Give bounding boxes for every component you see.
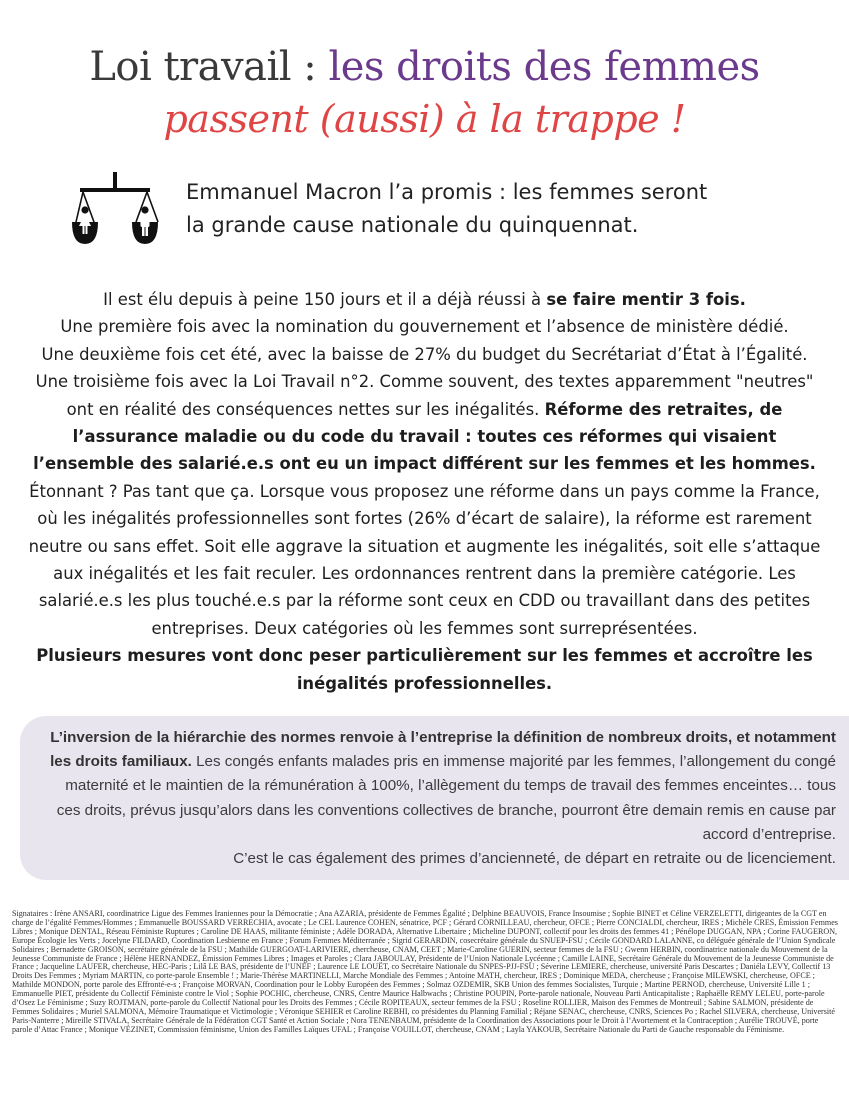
title-line-1: [0, 40, 849, 94]
body-paragraph-1: [22, 286, 827, 313]
signatories-list: Signataires : Irène ANSARI, coordinatrice Ligue des Femmes Iraniennes pour la Démocratie ; Ana AZARIA, présidente de Femmes Égalité ; Delphine BEAUVOIS, France Insoumise ; Sophie BINET et Céline VERZELETTI, dirigeantes de la CGT en charge de l’égalité Femmes/Hommes ; Emmanuelle BOUSSARD VERRECHIA, avocate ; Le CEL Laurence COHEN, sénatrice, PCF ; Gérard CORNILLEAU, chercheur, OFCE ; Pierre CONCIALDI, chercheur, IRES ; Michèle CRES, Émission Femmes Libres ; Monique DENTAL, Réseau Féministe Ruptures ; Caroline DE HAAS, militante féministe ; Adèle DORADA, Alternative Libertaire ; Micheline DUPONT, collectif pour les droits des femmes 41 ; Pénélope DUGGAN, NPA ; Corine FAUGERON, Europe Écologie les Verts ; Jocelyne FILDARD, Coordination Lesbienne en France ; Forum Femmes Méditerranée ; Sigrid GERARDIN, cosecrétaire générale du SNUEP-FSU ; Cécile GONDARD LALANNE, co déléguée générale de l’Union Syndicale Solidaires ; Bernadette GROISON, secrétaire générale de la FSU ; Mathilde GUERGOAT-LARIVIERE, chercheuse, CNAM, CEET ; Marie-Caroline GUERIN, secteur femmes de la FSU ; Gwenn HERBIN, coordinatrice nationale du Mouvement de la Jeunesse Communiste de France ; Hélène HERNANDEZ, Émission Femmes Libres ; Images et Paroles ; Clara JABOULAY, Présidente de l’Union Nationale Lycéenne ; Camille LAINE, Secrétaire Générale du Mouvement de la Jeunesse Communiste de France ; Jacqueline LAUFER, chercheuse, HEC-Paris ; Lilâ LE BAS, présidente de l’UNEF ; Laurence LE LOUËT, co Secrétaire Nationale du SNPES-PJJ-FSU ; Séverine LEMIERE, chercheuse, université Paris Descartes ; Daniéla LEVY, Collectif 13 Droits Des Femmes ; Myriam MARTIN, co porte-parole Ensemble ! ; Marie-Thérèse MARTINELLI, Marche Mondiale des Femmes ; Antoine MATH, chercheur, IRES ; Dominique MEDA, chercheuse ; Françoise MILEWSKI, chercheuse, OFCE ; Mathilde MONDON, porte parole des Effronté-e-s ; Françoise MORVAN, Coordination pour le Lobby Européen des Femmes ; Solmaz OZDEMIR, SKB Union des femmes Socialistes, Turquie ; Martine PERNOD, chercheuse, Université Lille 1 ; Emmanuelle PIET, présidente du Collectif Féministe contre le Viol ; Sophie POCHIC, chercheuse, CNRS, Centre Maurice Halbwachs ; Christine POUPIN, Porte-parole nationale, Nouveau Parti Anticapitaliste ; Raphaëlle REMY LELEU, porte-parole d’Osez Le Féminisme ; Suzy ROJTMAN, porte-parole du Collectif National pour les Droits des Femmes ; Cécile ROPITEAUX, secteur femmes de la FSU ; Roseline ROLLIER, Maison des Femmes de Montreuil ; Sabine SALMON, présidente de Femmes Solidaires ; Muriel SALMONA, Mémoire Traumatique et Victimologie ; Véronique SEHIER et Caroline REBHI, co présidentes du Planning Familial ; Réjane SENAC, chercheuse, CNRS, Sciences Po ; Rachel SILVERA, chercheuse, Université Paris-Nanterre ; Mireille STIVALA, Secrétaire Générale de la Fédération CGT Santé et Action Sociale ; Nora TENENBAUM, présidente de la Coordination des Associations pour le Droit à l’Avortement et la Contraception ; Aurélie TROUVÉ, porte parole d’Attac France ; Monique VÉZINET, Commission féminisme, Union des Familles Laïques UFAL ; Françoise VOUILLOT, chercheuse, CNAM ; Layla YAKOUB, Secrétaire Nationale du Parti de Gauche responsable du Féminisme.: [12, 909, 838, 1034]
title-line-2: passent (aussi) à la trappe !: [163, 97, 686, 141]
macron-promise-text: [186, 176, 786, 242]
body-paragraph-6: [22, 642, 827, 697]
balance-scale-icon: [70, 170, 160, 250]
box-paragraph-1: [50, 726, 836, 847]
body-p1-bold: se faire mentir 3 fois.: [546, 290, 746, 309]
highlight-box-text: [50, 726, 836, 871]
body-p1-text: Il est élu depuis à peine 150 jours et il a déjà réussi à: [103, 290, 547, 309]
box-text: Les congés enfants malades pris en immense majorité par les femmes, l’allongement du congé maternité et le maintien de la rémunération à 100%, l’allègement du temps de travail des femmes enceintes… tous ces droits, prévus jusqu’alors dans les conventions collectives de branche, pourront être demain remis en cause par accord d’entreprise.: [56, 753, 836, 843]
page-title: [0, 40, 849, 144]
body-p4-bold: Réforme des retraites, de l’assurance maladie ou du code du travail : toutes ces réformes qui visaient l’ensemble des salarié.e.s ont eu un impact différent sur les femmes et les hommes.: [33, 399, 816, 474]
title-part-1: Loi travail :: [89, 44, 329, 90]
title-part-2: les droits des femmes: [328, 44, 760, 90]
body-p4-text: Une troisième fois avec la Loi Travail n°2. Comme souvent, des textes apparemment "neutres" ont en réalité des conséquences nettes sur les inégalités.: [35, 372, 814, 419]
promise-line-2: la grande cause nationale du quinquennat.: [186, 213, 639, 237]
body-p6-bold: Plusieurs mesures vont donc peser particulièrement sur les femmes et accroître les inégalités professionnelles.: [36, 646, 813, 693]
body-paragraph-2: Une première fois avec la nomination du gouvernement et l’absence de ministère dédié.: [60, 317, 789, 337]
body-paragraph-3: Une deuxième fois cet été, avec la baisse de 27% du budget du Secrétariat d’État à l’Égalité.: [41, 344, 808, 364]
highlight-box: [20, 716, 849, 880]
main-body-text: [22, 286, 827, 697]
body-paragraph-5: Étonnant ? Pas tant que ça. Lorsque vous proposez une réforme dans un pays comme la France, où les inégalités professionnelles sont fortes (26% d’écart de salaire), la réforme est rarement neutre ou sans effet. Soit elle aggrave la situation et augmente les inégalités, soit elle s’attaque aux inégalités et les fait reculer. Les ordonnances rentrent dans la première catégorie. Les salarié.e.s les plus touché.e.s par la réforme sont ceux en CDD ou travaillant dans des petites entreprises. Deux catégories où les femmes sont surreprésentées.: [28, 481, 821, 638]
box-paragraph-2: C’est le cas également des primes d’ancienneté, de départ en retraite ou de licenciement.: [233, 850, 836, 868]
promise-line-1: Emmanuel Macron l’a promis : les femmes seront: [186, 180, 708, 204]
body-paragraph-4: [22, 368, 827, 478]
box-bold-text: L’inversion de la hiérarchie des normes renvoie à l’entreprise la définition de nombreux droits, et notamment les droits familiaux.: [50, 729, 836, 771]
